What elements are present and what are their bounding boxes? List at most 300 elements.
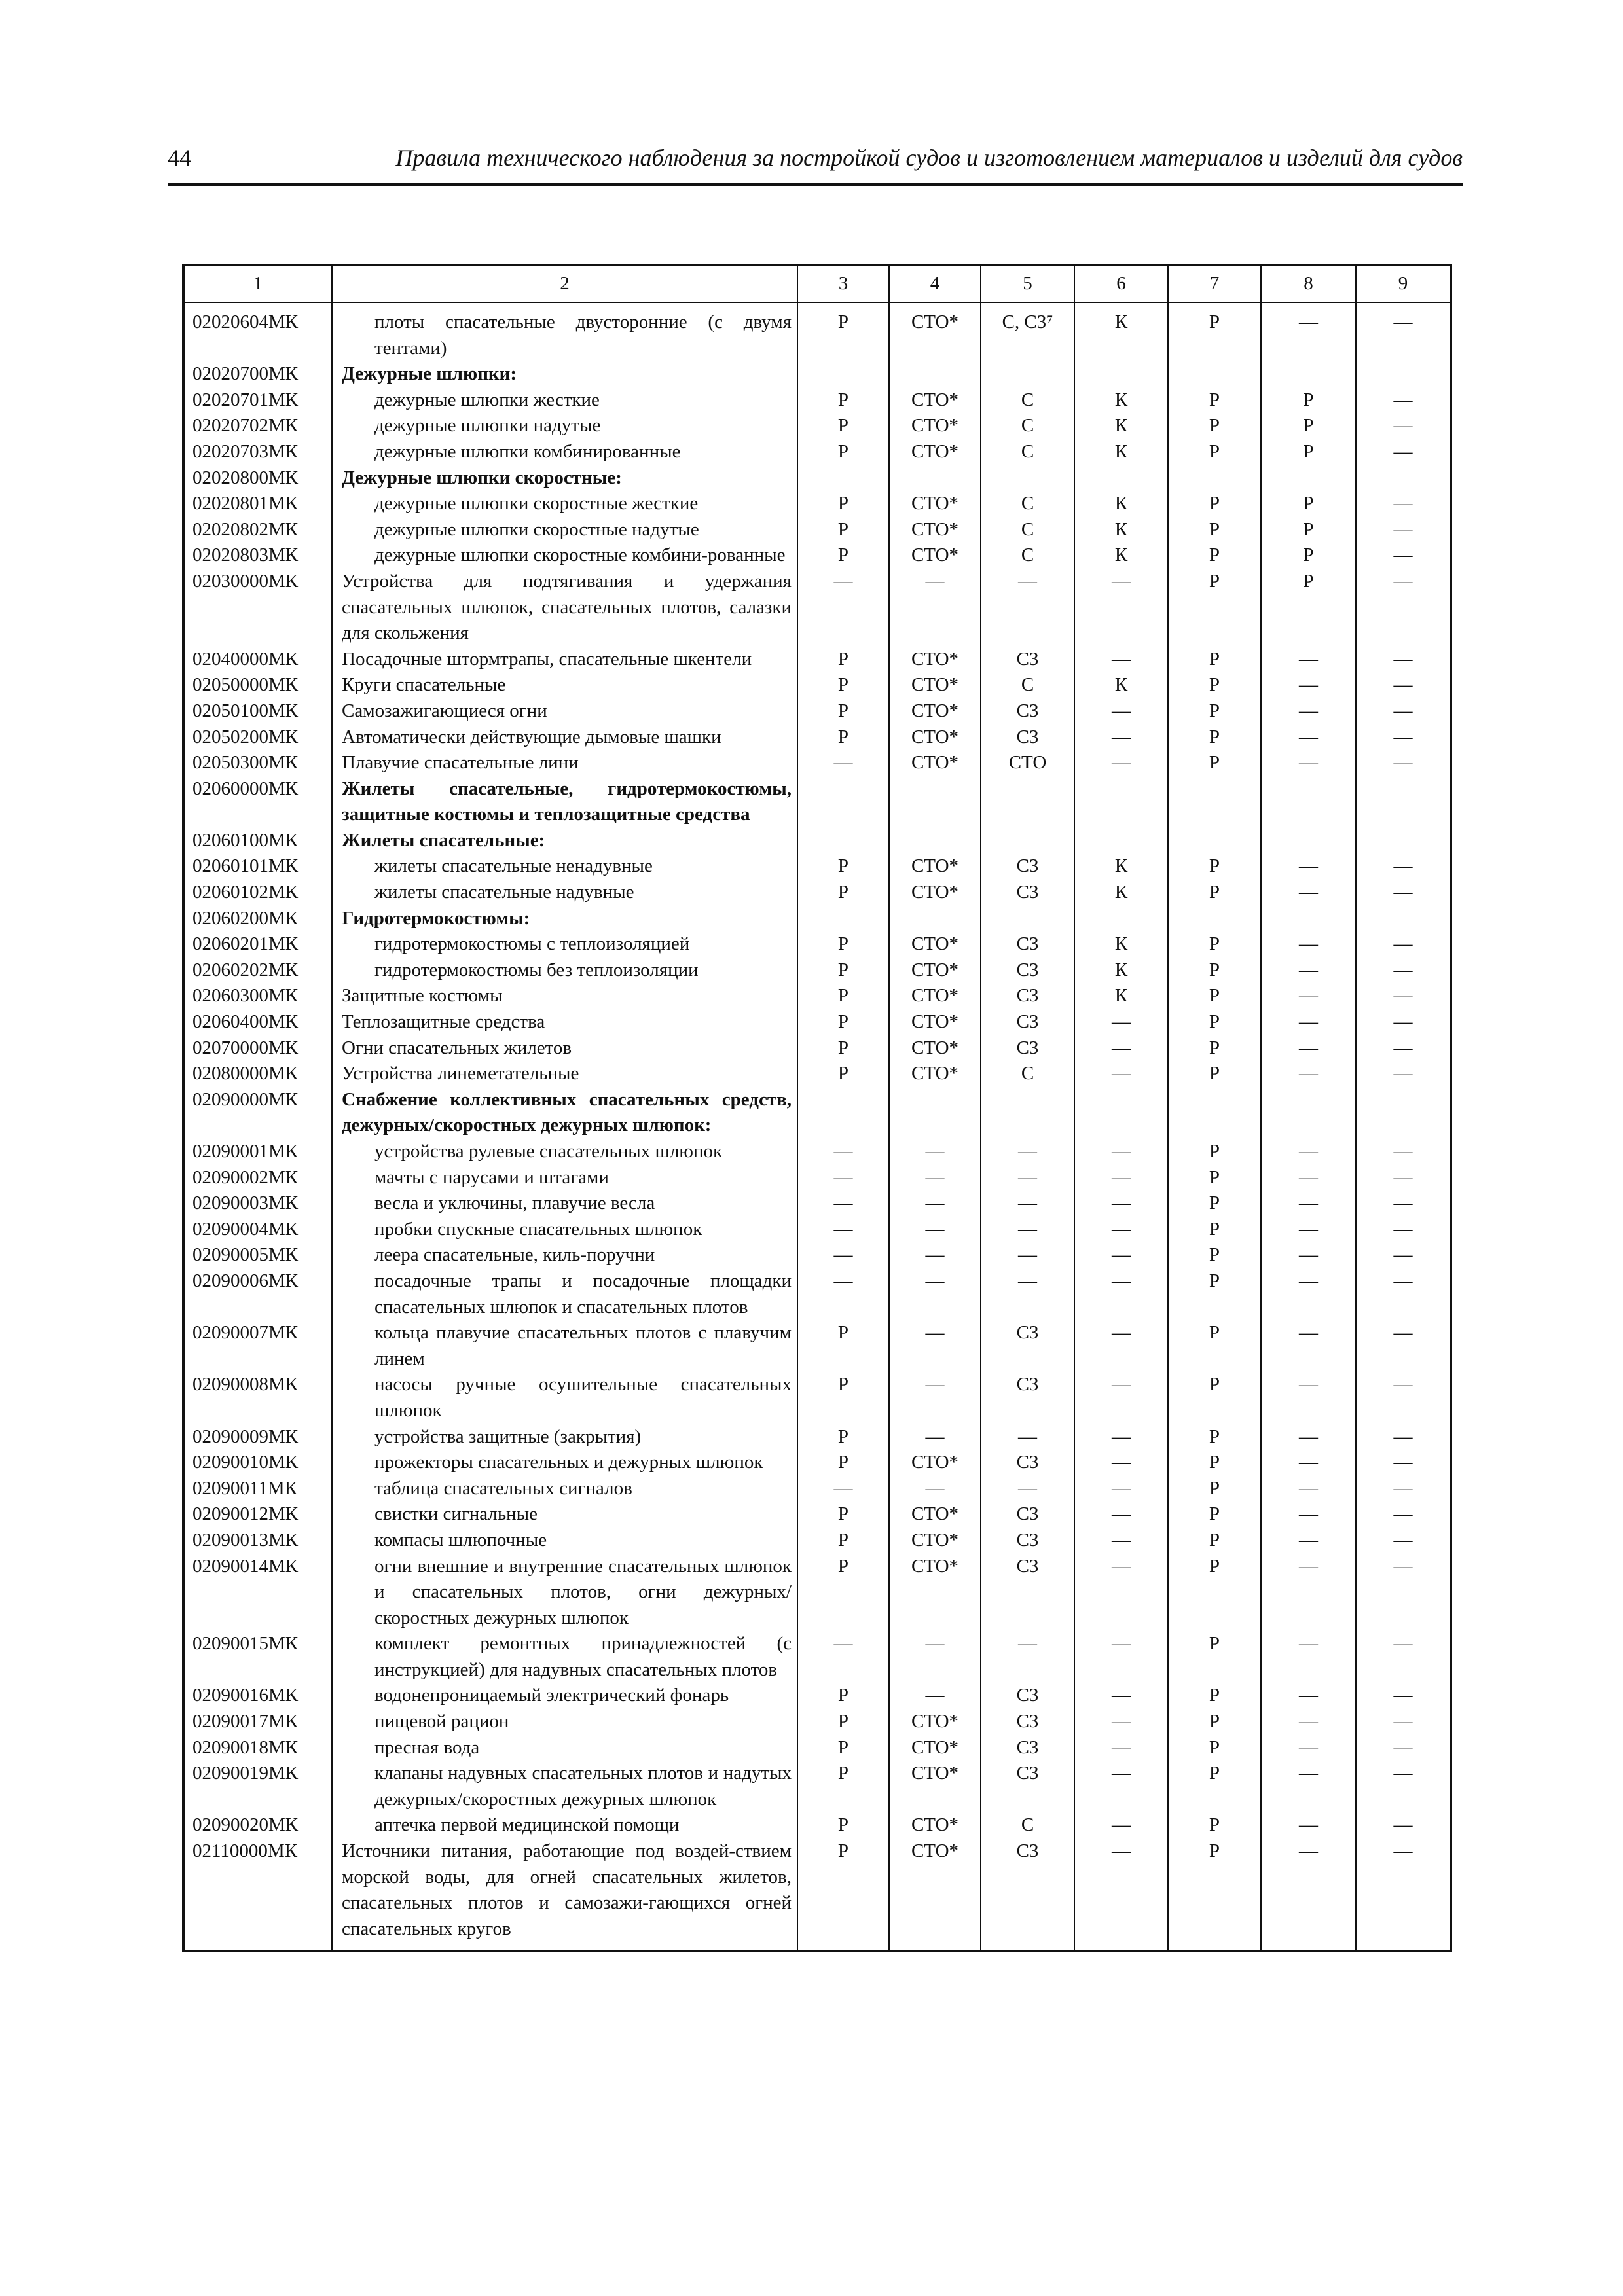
item-code: 02090007МК: [183, 1320, 332, 1372]
mark-col-6: —: [1074, 1812, 1168, 1839]
item-code: 02090002МК: [183, 1165, 332, 1191]
table-row: [183, 1476, 1451, 1502]
item-name: кольца плавучие спасательных плотов с плавучим линем: [332, 1320, 797, 1372]
table-row: [183, 413, 1451, 439]
item-code: 02090019МК: [183, 1761, 332, 1812]
mark-col-4: —: [889, 1631, 981, 1683]
column-header: 4: [889, 265, 981, 302]
mark-col-4: СТО*: [889, 647, 981, 673]
item-name: аптечка первой медицинской помощи: [332, 1812, 797, 1839]
mark-col-7: Р: [1168, 543, 1261, 569]
mark-col-3: Р: [797, 880, 889, 906]
mark-col-3: —: [797, 1268, 889, 1320]
mark-col-6: [1074, 906, 1168, 932]
mark-col-6: К: [1074, 958, 1168, 984]
item-code: 02090020МК: [183, 1812, 332, 1839]
mark-col-3: Р: [797, 517, 889, 543]
table-row: [183, 1139, 1451, 1165]
item-name: комплект ремонтных принадлежностей (с инструкцией) для надувных спасательных плотов: [332, 1631, 797, 1683]
table-row: [183, 1761, 1451, 1812]
mark-col-7: Р: [1168, 880, 1261, 906]
table-row: [183, 1242, 1451, 1268]
mark-col-5: [981, 1087, 1074, 1139]
mark-col-5: СЗ: [981, 1735, 1074, 1761]
mark-col-8: Р: [1261, 387, 1356, 414]
mark-col-4: СТО*: [889, 1735, 981, 1761]
mark-col-8: [1261, 1087, 1356, 1139]
mark-col-7: Р: [1168, 1450, 1261, 1476]
mark-col-6: К: [1074, 491, 1168, 517]
table-row: [183, 983, 1451, 1009]
mark-col-7: Р: [1168, 1812, 1261, 1839]
mark-col-5: С: [981, 543, 1074, 569]
mark-col-4: —: [889, 1268, 981, 1320]
table-row: [183, 1217, 1451, 1243]
item-code: 02090016МК: [183, 1683, 332, 1709]
item-code: 02090005МК: [183, 1242, 332, 1268]
mark-col-7: Р: [1168, 672, 1261, 698]
mark-col-4: СТО*: [889, 1009, 981, 1035]
mark-col-9: —: [1356, 1217, 1451, 1243]
mark-col-5: С: [981, 413, 1074, 439]
mark-col-9: —: [1356, 1009, 1451, 1035]
table-row: [183, 672, 1451, 698]
item-name: Автоматически действующие дымовые шашки: [332, 725, 797, 751]
mark-col-5: СЗ: [981, 1501, 1074, 1528]
mark-col-9: —: [1356, 853, 1451, 880]
mark-col-6: —: [1074, 1528, 1168, 1554]
mark-col-5: С: [981, 491, 1074, 517]
item-code: 02020800МК: [183, 465, 332, 492]
item-name: компасы шлюпочные: [332, 1528, 797, 1554]
item-code: 02050100МК: [183, 698, 332, 725]
item-code: 02090018МК: [183, 1735, 332, 1761]
mark-col-9: —: [1356, 1631, 1451, 1683]
item-code: 02090013МК: [183, 1528, 332, 1554]
mark-col-5: [981, 361, 1074, 387]
column-number-row: [183, 265, 1451, 302]
item-name: пробки спускные спасательных шлюпок: [332, 1217, 797, 1243]
mark-col-6: К: [1074, 853, 1168, 880]
mark-col-6: [1074, 828, 1168, 854]
mark-col-6: —: [1074, 1320, 1168, 1372]
mark-col-7: Р: [1168, 647, 1261, 673]
mark-col-5: —: [981, 1191, 1074, 1217]
mark-col-4: СТО*: [889, 1061, 981, 1087]
mark-col-9: —: [1356, 1268, 1451, 1320]
mark-col-8: —: [1261, 983, 1356, 1009]
item-code: 02090004МК: [183, 1217, 332, 1243]
mark-col-9: —: [1356, 302, 1451, 361]
mark-col-3: Р: [797, 302, 889, 361]
table-row: [183, 1450, 1451, 1476]
item-code: 02090003МК: [183, 1191, 332, 1217]
mark-col-5: СЗ: [981, 931, 1074, 958]
item-code: 02080000МК: [183, 1061, 332, 1087]
mark-col-3: Р: [797, 698, 889, 725]
table-row: [183, 1683, 1451, 1709]
mark-col-5: —: [981, 1242, 1074, 1268]
mark-col-8: —: [1261, 1450, 1356, 1476]
mark-col-6: [1074, 776, 1168, 828]
mark-col-5: СЗ: [981, 1372, 1074, 1424]
mark-col-3: Р: [797, 1683, 889, 1709]
item-code: 02090000МК: [183, 1087, 332, 1139]
mark-col-7: Р: [1168, 725, 1261, 751]
mark-col-3: —: [797, 1217, 889, 1243]
mark-col-7: Р: [1168, 750, 1261, 776]
item-code: 02060100МК: [183, 828, 332, 854]
mark-col-3: —: [797, 1631, 889, 1683]
table-row: [183, 725, 1451, 751]
mark-col-5: СЗ: [981, 1839, 1074, 1951]
mark-col-9: —: [1356, 569, 1451, 647]
item-code: 02020703МК: [183, 439, 332, 465]
item-name: Круги спасательные: [332, 672, 797, 698]
mark-col-7: Р: [1168, 387, 1261, 414]
table-row: [183, 1501, 1451, 1528]
item-code: 02060101МК: [183, 853, 332, 880]
running-header: [168, 137, 1463, 186]
mark-col-3: Р: [797, 387, 889, 414]
mark-col-4: СТО*: [889, 750, 981, 776]
mark-col-9: —: [1356, 439, 1451, 465]
mark-col-8: Р: [1261, 569, 1356, 647]
mark-col-7: Р: [1168, 1217, 1261, 1243]
column-header: 8: [1261, 265, 1356, 302]
mark-col-8: —: [1261, 1139, 1356, 1165]
mark-col-5: [981, 906, 1074, 932]
mark-col-8: [1261, 465, 1356, 492]
table-row: [183, 1035, 1451, 1062]
item-name: Теплозащитные средства: [332, 1009, 797, 1035]
mark-col-5: [981, 776, 1074, 828]
mark-col-4: СТО*: [889, 1709, 981, 1735]
mark-col-6: —: [1074, 725, 1168, 751]
mark-col-7: Р: [1168, 1061, 1261, 1087]
mark-col-6: —: [1074, 1476, 1168, 1502]
mark-col-6: —: [1074, 1372, 1168, 1424]
table-row: [183, 517, 1451, 543]
mark-col-9: —: [1356, 1839, 1451, 1951]
mark-col-4: СТО*: [889, 725, 981, 751]
table-row: [183, 853, 1451, 880]
mark-col-4: [889, 361, 981, 387]
mark-col-5: СЗ: [981, 1554, 1074, 1632]
item-name: таблица спасательных сигналов: [332, 1476, 797, 1502]
mark-col-9: —: [1356, 672, 1451, 698]
mark-col-7: Р: [1168, 1554, 1261, 1632]
mark-col-9: [1356, 906, 1451, 932]
table-row: [183, 1812, 1451, 1839]
mark-col-5: СЗ: [981, 1035, 1074, 1062]
mark-col-6: [1074, 1087, 1168, 1139]
mark-col-8: —: [1261, 1035, 1356, 1062]
mark-col-8: —: [1261, 1839, 1356, 1951]
mark-col-6: —: [1074, 1761, 1168, 1812]
mark-col-8: —: [1261, 698, 1356, 725]
mark-col-4: [889, 1087, 981, 1139]
mark-col-3: [797, 906, 889, 932]
mark-col-7: Р: [1168, 1735, 1261, 1761]
item-code: 02090001МК: [183, 1139, 332, 1165]
item-name: клапаны надувных спасательных плотов и надутых дежурных/скоростных дежурных шлюпок: [332, 1761, 797, 1812]
mark-col-4: —: [889, 1372, 981, 1424]
mark-col-3: Р: [797, 543, 889, 569]
column-header: 3: [797, 265, 889, 302]
mark-col-6: К: [1074, 672, 1168, 698]
mark-col-8: —: [1261, 1372, 1356, 1424]
mark-col-8: —: [1261, 1761, 1356, 1812]
mark-col-4: СТО*: [889, 1501, 981, 1528]
mark-col-6: —: [1074, 1242, 1168, 1268]
column-header: 1: [183, 265, 332, 302]
item-name: Устройства для подтягивания и удержания спасательных шлюпок, спасательных плотов, салазки для скольжения: [332, 569, 797, 647]
mark-col-3: Р: [797, 931, 889, 958]
mark-col-5: СЗ: [981, 647, 1074, 673]
mark-col-9: —: [1356, 750, 1451, 776]
mark-col-8: —: [1261, 853, 1356, 880]
mark-col-3: [797, 465, 889, 492]
mark-col-3: Р: [797, 1424, 889, 1450]
item-code: 02060201МК: [183, 931, 332, 958]
mark-col-4: СТО*: [889, 387, 981, 414]
mark-col-4: СТО*: [889, 1450, 981, 1476]
group-heading: Дежурные шлюпки скоростные:: [332, 465, 797, 492]
mark-col-3: —: [797, 1139, 889, 1165]
item-name: дежурные шлюпки надутые: [332, 413, 797, 439]
mark-col-4: СТО*: [889, 491, 981, 517]
mark-col-6: К: [1074, 983, 1168, 1009]
item-code: 02060300МК: [183, 983, 332, 1009]
mark-col-7: Р: [1168, 1035, 1261, 1062]
mark-col-5: СЗ: [981, 1683, 1074, 1709]
mark-col-3: Р: [797, 853, 889, 880]
item-code: 02060000МК: [183, 776, 332, 828]
mark-col-3: Р: [797, 1372, 889, 1424]
mark-col-4: СТО*: [889, 931, 981, 958]
mark-col-5: С: [981, 672, 1074, 698]
mark-col-3: Р: [797, 647, 889, 673]
mark-col-5: —: [981, 1139, 1074, 1165]
mark-col-8: —: [1261, 647, 1356, 673]
mark-col-8: —: [1261, 880, 1356, 906]
mark-col-3: Р: [797, 1528, 889, 1554]
mark-col-6: —: [1074, 1268, 1168, 1320]
mark-col-5: СЗ: [981, 1450, 1074, 1476]
mark-col-8: —: [1261, 1735, 1356, 1761]
mark-col-9: —: [1356, 1761, 1451, 1812]
mark-col-3: Р: [797, 1450, 889, 1476]
item-code: 02050300МК: [183, 750, 332, 776]
item-code: 02020604МК: [183, 302, 332, 361]
item-name: дежурные шлюпки скоростные жесткие: [332, 491, 797, 517]
mark-col-6: —: [1074, 1139, 1168, 1165]
mark-col-6: —: [1074, 1735, 1168, 1761]
mark-col-6: —: [1074, 1191, 1168, 1217]
mark-col-5: —: [981, 569, 1074, 647]
mark-col-7: Р: [1168, 1320, 1261, 1372]
table-row: [183, 491, 1451, 517]
item-code: 02020802МК: [183, 517, 332, 543]
mark-col-7: Р: [1168, 853, 1261, 880]
mark-col-5: —: [981, 1631, 1074, 1683]
mark-col-9: —: [1356, 1165, 1451, 1191]
item-name: дежурные шлюпки комбинированные: [332, 439, 797, 465]
mark-col-8: —: [1261, 1812, 1356, 1839]
mark-col-3: Р: [797, 725, 889, 751]
mark-col-9: —: [1356, 1424, 1451, 1450]
item-name: устройства рулевые спасательных шлюпок: [332, 1139, 797, 1165]
mark-col-7: Р: [1168, 698, 1261, 725]
mark-col-4: СТО*: [889, 1761, 981, 1812]
mark-col-4: СТО*: [889, 958, 981, 984]
mark-col-4: —: [889, 1683, 981, 1709]
mark-col-4: —: [889, 1476, 981, 1502]
mark-col-5: СЗ: [981, 983, 1074, 1009]
mark-col-6: —: [1074, 1683, 1168, 1709]
mark-col-7: [1168, 828, 1261, 854]
mark-col-8: —: [1261, 1165, 1356, 1191]
table-row: [183, 1631, 1451, 1683]
item-code: 02070000МК: [183, 1035, 332, 1062]
mark-col-8: —: [1261, 672, 1356, 698]
mark-col-6: К: [1074, 517, 1168, 543]
column-header: 6: [1074, 265, 1168, 302]
table-row: [183, 543, 1451, 569]
item-name: гидротермокостюмы с теплоизоляцией: [332, 931, 797, 958]
table-row: [183, 750, 1451, 776]
mark-col-9: —: [1356, 517, 1451, 543]
mark-col-9: [1356, 465, 1451, 492]
mark-col-3: —: [797, 1476, 889, 1502]
mark-col-8: —: [1261, 1501, 1356, 1528]
mark-col-8: [1261, 828, 1356, 854]
item-name: Самозажигающиеся огни: [332, 698, 797, 725]
item-name: прожекторы спасательных и дежурных шлюпок: [332, 1450, 797, 1476]
mark-col-9: —: [1356, 880, 1451, 906]
mark-col-6: —: [1074, 1035, 1168, 1062]
item-name: Защитные костюмы: [332, 983, 797, 1009]
mark-col-4: СТО*: [889, 672, 981, 698]
mark-col-6: К: [1074, 387, 1168, 414]
mark-col-3: Р: [797, 1009, 889, 1035]
mark-col-6: К: [1074, 439, 1168, 465]
mark-col-7: Р: [1168, 1268, 1261, 1320]
mark-col-7: Р: [1168, 1139, 1261, 1165]
mark-col-7: Р: [1168, 413, 1261, 439]
column-header: 2: [332, 265, 797, 302]
item-name: пресная вода: [332, 1735, 797, 1761]
mark-col-7: Р: [1168, 517, 1261, 543]
item-code: 02060200МК: [183, 906, 332, 932]
mark-col-6: —: [1074, 1554, 1168, 1632]
item-name: Источники питания, работающие под воздей-ствием морской воды, для огней спасательных жилетов, спасательных плотов и самозажи-гающихся огней спасательных кругов: [332, 1839, 797, 1951]
group-heading: Дежурные шлюпки:: [332, 361, 797, 387]
mark-col-8: —: [1261, 725, 1356, 751]
mark-col-9: —: [1356, 1812, 1451, 1839]
mark-col-6: —: [1074, 1424, 1168, 1450]
mark-col-8: —: [1261, 1424, 1356, 1450]
mark-col-9: —: [1356, 1501, 1451, 1528]
mark-col-7: Р: [1168, 1476, 1261, 1502]
mark-col-9: [1356, 1087, 1451, 1139]
mark-col-3: Р: [797, 1709, 889, 1735]
mark-col-3: —: [797, 1242, 889, 1268]
item-name: гидротермокостюмы без теплоизоляции: [332, 958, 797, 984]
mark-col-6: К: [1074, 880, 1168, 906]
table-row: [183, 302, 1451, 361]
mark-col-4: —: [889, 1165, 981, 1191]
table-row: [183, 1009, 1451, 1035]
item-name: пищевой рацион: [332, 1709, 797, 1735]
mark-col-5: СЗ: [981, 880, 1074, 906]
mark-col-7: Р: [1168, 1372, 1261, 1424]
mark-col-4: СТО*: [889, 439, 981, 465]
table-row: [183, 1320, 1451, 1372]
table-row: [183, 439, 1451, 465]
mark-col-8: —: [1261, 750, 1356, 776]
table-row: [183, 1839, 1451, 1951]
mark-col-4: СТО*: [889, 543, 981, 569]
mark-col-4: СТО*: [889, 1528, 981, 1554]
mark-col-7: [1168, 906, 1261, 932]
mark-col-8: —: [1261, 1009, 1356, 1035]
mark-col-4: [889, 776, 981, 828]
table-row: [183, 1191, 1451, 1217]
table-row: [183, 698, 1451, 725]
item-code: 02090010МК: [183, 1450, 332, 1476]
mark-col-4: [889, 828, 981, 854]
table-row: [183, 1528, 1451, 1554]
item-name: жилеты спасательные надувные: [332, 880, 797, 906]
table-row: [183, 569, 1451, 647]
mark-col-6: —: [1074, 750, 1168, 776]
mark-col-9: [1356, 361, 1451, 387]
mark-col-8: —: [1261, 1268, 1356, 1320]
mark-col-8: —: [1261, 1061, 1356, 1087]
mark-col-3: —: [797, 750, 889, 776]
mark-col-8: Р: [1261, 543, 1356, 569]
mark-col-4: СТО*: [889, 1812, 981, 1839]
item-code: 02020701МК: [183, 387, 332, 414]
mark-col-9: —: [1356, 1735, 1451, 1761]
item-code: 02090009МК: [183, 1424, 332, 1450]
mark-col-6: —: [1074, 1450, 1168, 1476]
mark-col-7: Р: [1168, 1009, 1261, 1035]
mark-col-4: СТО*: [889, 517, 981, 543]
item-code: 02090014МК: [183, 1554, 332, 1632]
mark-col-9: [1356, 776, 1451, 828]
table-row: [183, 1268, 1451, 1320]
mark-col-8: [1261, 776, 1356, 828]
item-code: 02090017МК: [183, 1709, 332, 1735]
table-row: [183, 776, 1451, 828]
item-name: Огни спасательных жилетов: [332, 1035, 797, 1062]
item-name: насосы ручные осушительные спасательных шлюпок: [332, 1372, 797, 1424]
mark-col-3: Р: [797, 1035, 889, 1062]
mark-col-6: К: [1074, 302, 1168, 361]
mark-col-7: Р: [1168, 302, 1261, 361]
mark-col-9: —: [1356, 931, 1451, 958]
mark-col-5: —: [981, 1217, 1074, 1243]
mark-col-6: —: [1074, 1165, 1168, 1191]
item-name: водонепроницаемый электрический фонарь: [332, 1683, 797, 1709]
mark-col-3: Р: [797, 1839, 889, 1951]
mark-col-7: [1168, 776, 1261, 828]
item-name: дежурные шлюпки скоростные надутые: [332, 517, 797, 543]
item-code: 02060202МК: [183, 958, 332, 984]
